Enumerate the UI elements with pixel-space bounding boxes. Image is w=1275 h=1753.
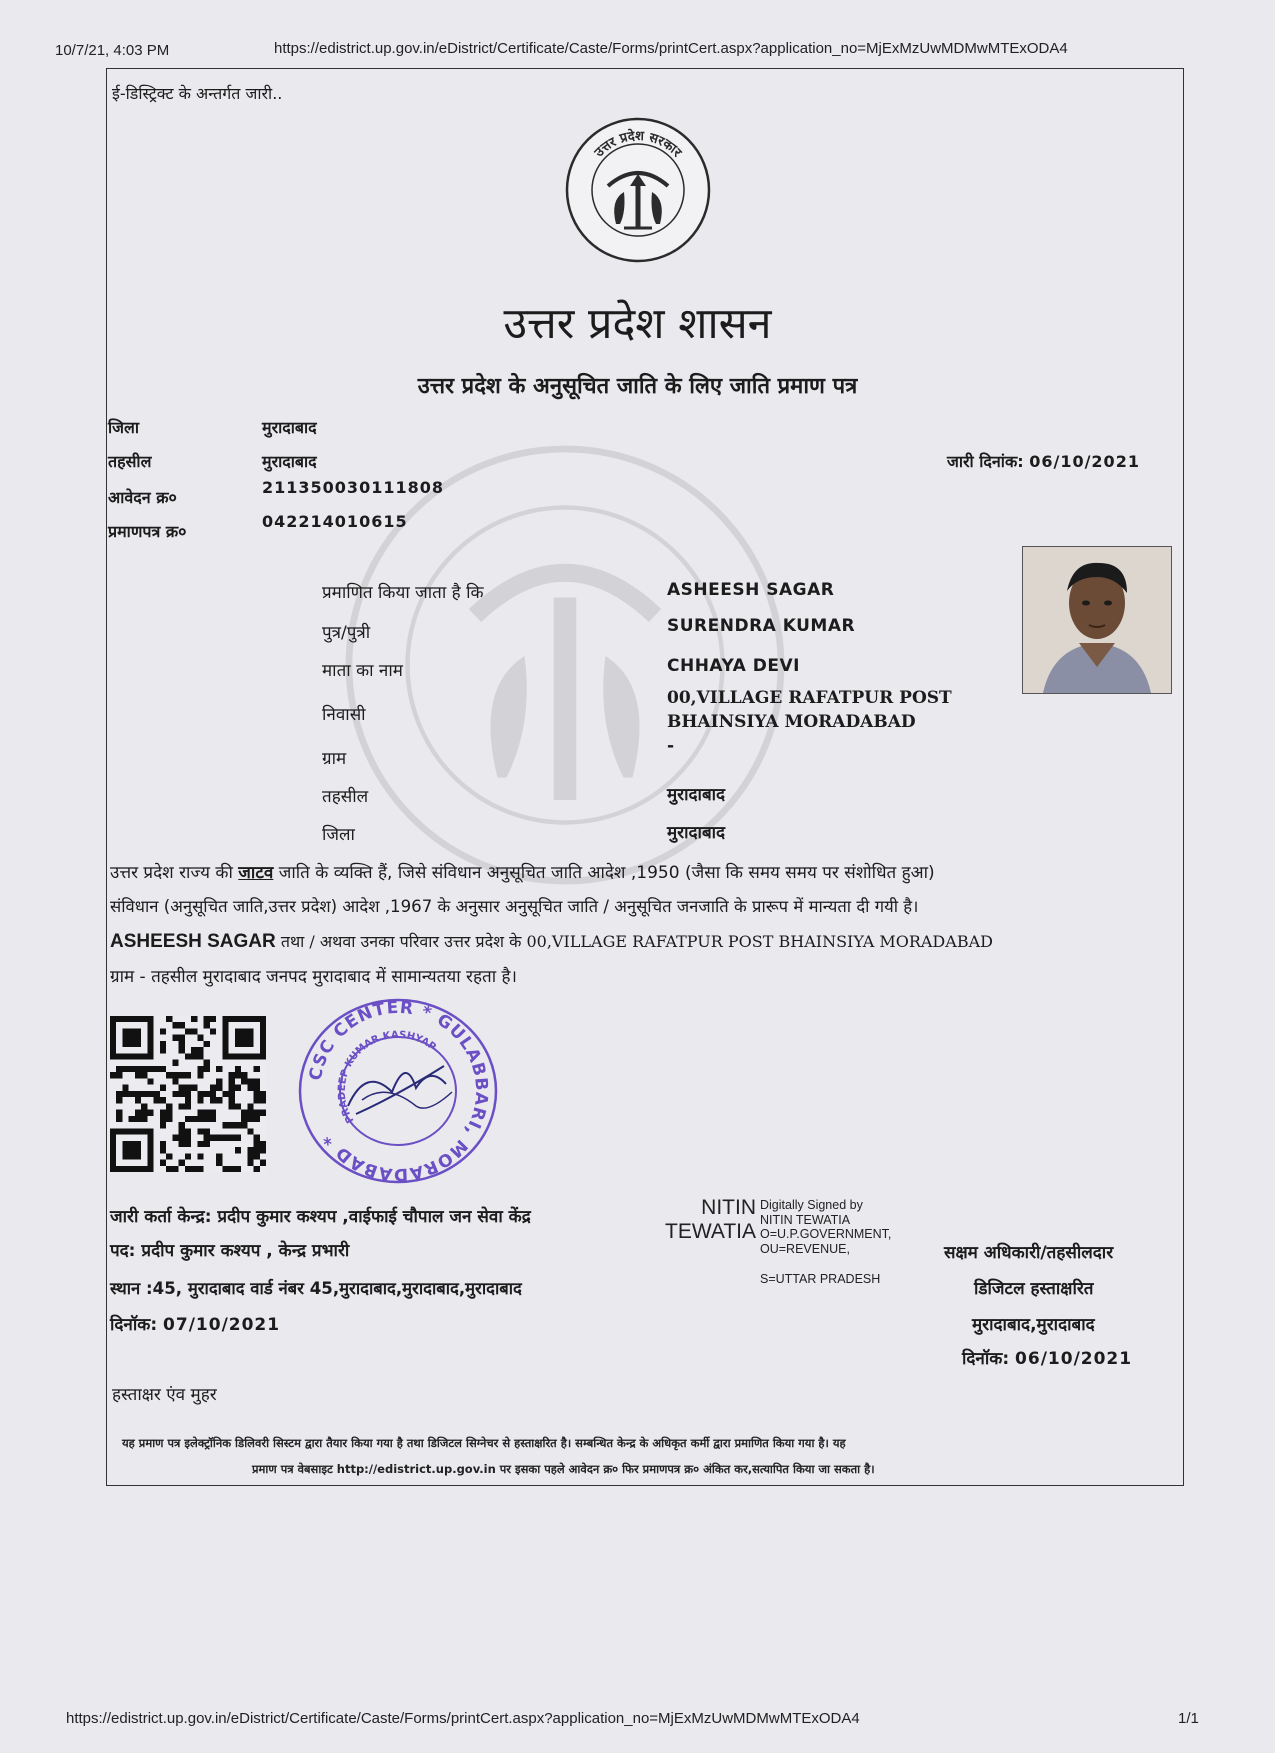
body-line-3 <box>110 930 1180 953</box>
body-line-1 <box>110 860 1180 883</box>
footnote-line-1: यह प्रमाण पत्र इलेक्ट्रॉनिक डिलिवरी सिस्टम द्वारा तैयार किया गया है तथा डिजिटल सिग्नेचर से हस्ताक्षरित है। सम्बन्धित केन्द्र के अधिकृत कर्मी द्वारा प्रमाणित किया गया है। यह <box>122 1436 846 1450</box>
authority-date <box>962 1346 1132 1369</box>
issuer-place: स्थान :45, मुरादाबाद वार्ड नंबर 45,मुरादाबाद,मुरादाबाद,मुरादाबाद <box>110 1279 522 1298</box>
application-number-label: आवेदन क्र० <box>108 488 177 507</box>
print-url: https://edistrict.up.gov.in/eDistrict/Certificate/Caste/Forms/printCert.aspx?application_no=MjExMzUwMDMwMTExODA4 <box>274 40 1068 57</box>
issued-under-text: ई-डिस्ट्रिक्ट के अन्तर्गत जारी.. <box>112 84 283 103</box>
body-line-1-start: उत्तर प्रदेश राज्य की <box>110 863 239 883</box>
signature-line-3: O=U.P.GOVERNMENT, <box>760 1227 892 1241</box>
sign-and-seal-label: हस्ताक्षर एंव मुहर <box>112 1385 217 1405</box>
district-label: जिला <box>108 418 140 437</box>
issuer-post: पद: प्रदीप कुमार कश्यप , केन्द्र प्रभारी <box>110 1241 350 1261</box>
address-line-2: BHAINSIYA MORADABAD <box>667 712 916 732</box>
svg-text:CSC CENTER * GULABBARI, MORADA <box>306 998 492 1184</box>
father-name: SURENDRA KUMAR <box>667 616 856 636</box>
body-line-2: संविधान (अनुसूचित जाति,उत्तर प्रदेश) आदेश ,1967 के अनुसार अनुसूचित जाति / अनुसूचित जनजाति के प्रारूप में मान्यता दी गयी है। <box>110 897 919 916</box>
father-label: पुत्र/पुत्री <box>322 623 371 643</box>
caste-name: जाटव <box>238 863 274 883</box>
village-value: - <box>667 736 675 756</box>
svg-text:PRADEEP KUMAR KASHYAP <box>337 1030 438 1125</box>
holder-name: ASHEESH SAGAR <box>667 580 835 600</box>
authority-date-value: 06/10/2021 <box>1015 1349 1133 1369</box>
details-district-value: मुरादाबाद <box>667 823 726 843</box>
person-photo-icon <box>1023 547 1171 693</box>
footer-page-number: 1/1 <box>1178 1710 1199 1727</box>
qr-code-icon <box>110 1016 266 1172</box>
issuer-date-value: 07/10/2021 <box>163 1315 281 1335</box>
seal-outer-text: CSC CENTER * GULABBARI, MORADABAD * <box>305 997 492 1185</box>
issuer-center: जारी कर्ता केन्द्र: प्रदीप कुमार कश्यप ,वाईफाई चौपाल जन सेवा केंद्र <box>110 1207 531 1227</box>
authority-place: मुरादाबाद,मुरादाबाद <box>972 1315 1095 1335</box>
application-number-value: 211350030111808 <box>262 478 444 497</box>
issuer-date <box>110 1312 280 1335</box>
up-government-emblem-icon <box>564 116 712 264</box>
certify-label: प्रमाणित किया जाता है कि <box>322 583 484 603</box>
district-value: मुरादाबाद <box>262 418 317 437</box>
issue-date-value: 06/10/2021 <box>1029 452 1140 471</box>
mother-label: माता का नाम <box>322 661 403 681</box>
government-title: उत्तर प्रदेश शासन <box>503 299 772 349</box>
digital-signature <box>650 1196 910 1292</box>
village-label: ग्राम <box>322 749 347 769</box>
certificate-subtitle: उत्तर प्रदेश के अनुसूचित जाति के लिए जाति प्रमाण पत्र <box>417 374 858 399</box>
authority-digital-sign: डिजिटल हस्ताक्षरित <box>974 1279 1094 1299</box>
body-line-3-rest: तथा / अथवा उनका परिवार उत्तर प्रदेश के 00,VILLAGE RAFATPUR POST BHAINSIYA MORADABAD <box>275 932 993 951</box>
seal-inner-text: PRADEEP KUMAR KASHYAP <box>336 1029 438 1125</box>
signature-line-2: NITIN TEWATIA <box>760 1212 851 1227</box>
issuer-date-label: दिनॉक: <box>110 1315 158 1335</box>
certificate-number-value: 042214010615 <box>262 512 408 531</box>
certificate-number-label: प्रमाणपत्र क्र० <box>108 522 187 541</box>
authority-title: सक्षम अधिकारी/तहसीलदार <box>944 1243 1114 1263</box>
authority-date-label: दिनॉक: <box>962 1349 1010 1369</box>
signer-name-line-1: NITIN <box>701 1196 756 1219</box>
emblem-arc-text: उत्तर प्रदेश सरकार <box>591 128 685 161</box>
signature-details <box>760 1198 891 1256</box>
tehsil-value: मुरादाबाद <box>262 452 317 471</box>
resident-label: निवासी <box>322 705 366 725</box>
signature-line-5: S=UTTAR PRADESH <box>760 1272 881 1286</box>
details-tehsil-value: मुरादाबाद <box>667 785 726 805</box>
footnote-line-2: प्रमाण पत्र वेबसाइट http://edistrict.up.gov.in पर इसका पहले आवेदन क्र० फिर प्रमाणपत्र क्र० अंकित कर,सत्यापित किया जा सकता है। <box>252 1462 875 1476</box>
holder-photo <box>1022 546 1172 694</box>
footer-url: https://edistrict.up.gov.in/eDistrict/Certificate/Caste/Forms/printCert.aspx?application_no=MjExMzUwMDMwMTExODA4 <box>66 1710 860 1727</box>
details-district-label: जिला <box>322 825 355 845</box>
signature-line-4: OU=REVENUE, <box>760 1241 850 1256</box>
signer-name-line-2: TEWATIA <box>665 1220 756 1243</box>
address-line-1: 00,VILLAGE RAFATPUR POST <box>667 688 952 708</box>
issue-date-label: जारी दिनांक: <box>947 452 1024 471</box>
issue-date <box>947 450 1140 472</box>
csc-center-seal-icon <box>296 996 500 1186</box>
print-datetime: 10/7/21, 4:03 PM <box>55 42 170 59</box>
details-tehsil-label: तहसील <box>322 787 369 807</box>
mother-name: CHHAYA DEVI <box>667 656 800 676</box>
body-holder-name: ASHEESH SAGAR <box>110 931 276 952</box>
body-line-1-end: जाति के व्यक्ति हैं, जिसे संविधान अनुसूचित जाति आदेश ,1950 (जैसा कि समय समय पर संशोधित हुआ) <box>273 863 935 883</box>
tehsil-label: तहसील <box>108 452 152 471</box>
signature-line-1: Digitally Signed by <box>760 1198 863 1212</box>
body-line-4: ग्राम - तहसील मुरादाबाद जनपद मुरादाबाद में सामान्यतया रहता है। <box>110 967 517 987</box>
signer-name <box>650 1196 756 1244</box>
